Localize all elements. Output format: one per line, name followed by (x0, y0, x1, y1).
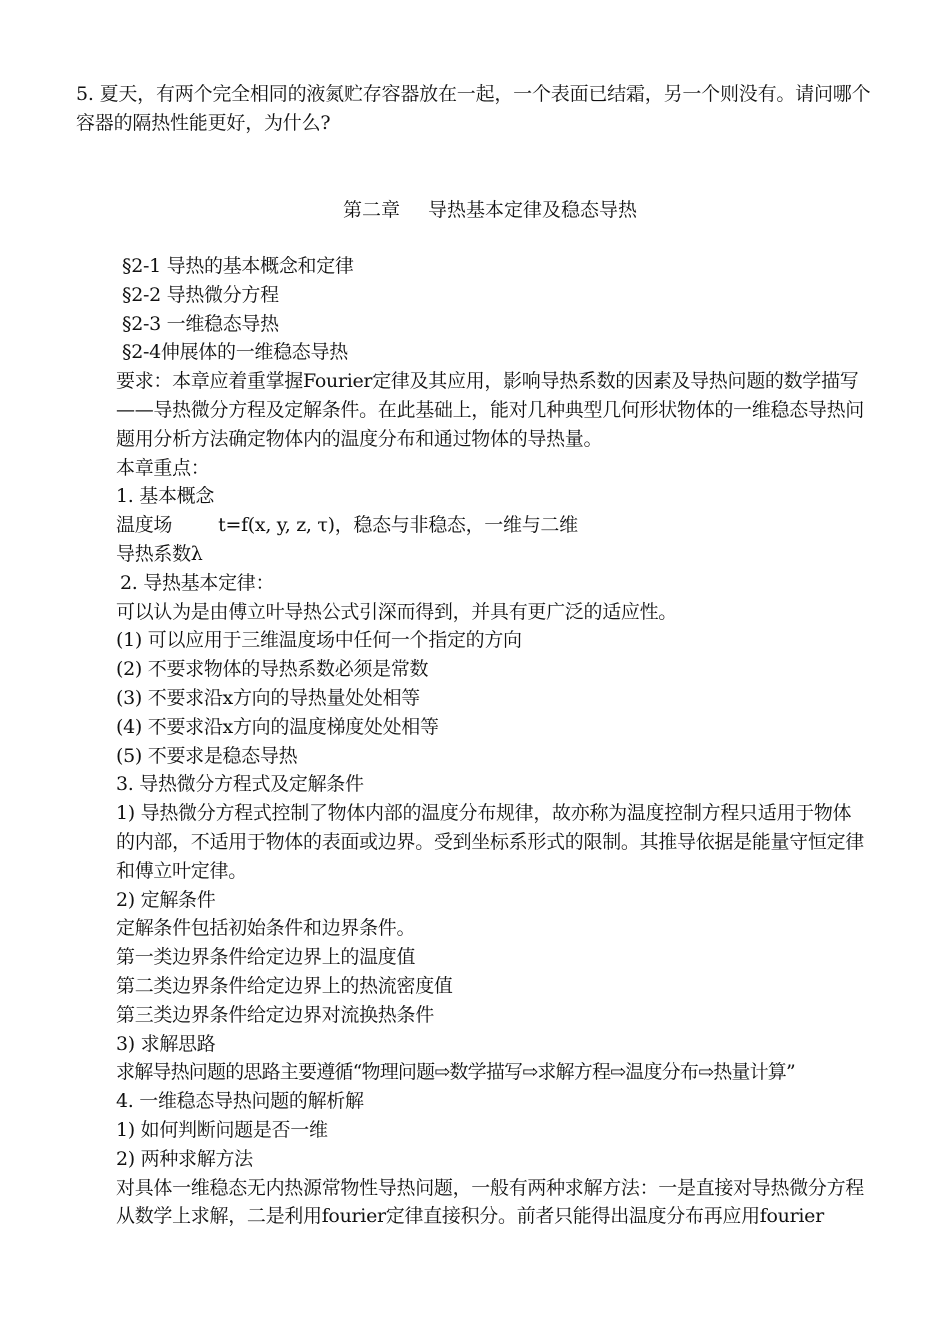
solution-approach-text: 求解导热问题的思路主要遵循“物理问题⇨数学描写⇨求解方程⇨温度分布⇨热量计算” (116, 1061, 795, 1084)
one-dim-item-1: 1) 如何判断问题是否一维 (116, 1118, 328, 1141)
temperature-field-label: 温度场 (116, 514, 173, 537)
question-5: 5. 夏天，有两个完全相同的液氮贮存容器放在一起，一个表面已结霜，另一个则没有。请问哪个容器的隔热性能更好，为什么? (76, 83, 871, 134)
temperature-field-expression: t=f(x, y, z, τ)，稳态与非稳态，一维与二维 (218, 514, 578, 537)
basic-law-item: (5) 不要求是稳态导热 (116, 744, 298, 767)
definite-conditions-heading: 2) 定解条件 (116, 888, 216, 911)
section-item: §2-2 导热微分方程 (122, 283, 279, 306)
chapter-number: 第二章 (342, 199, 400, 221)
basic-law-intro: 可以认为是由傅立叶导热公式引深而得到，并具有更广泛的适应性。 (116, 600, 678, 623)
boundary-condition-2: 第二类边界条件给定边界上的热流密度值 (116, 974, 453, 997)
diff-equation-paragraph: 1) 导热微分方程式控制了物体内部的温度分布规律，故亦称为温度控制方程只适用于物体的内部，不适用于物体的表面或边界。受到坐标系形式的限制。其推导依据是能量守恒定律和傅立叶定律。 (116, 802, 865, 882)
temperature-field-line (116, 511, 866, 540)
chapter-heading (0, 197, 950, 223)
basic-law-item: (3) 不要求沿x方向的导热量处处相等 (116, 686, 420, 709)
chapter-title: 导热基本定律及稳态导热 (428, 199, 638, 221)
basic-law-item: (2) 不要求物体的导热系数必须是常数 (116, 658, 429, 681)
section-item: §2-1 导热的基本概念和定律 (122, 255, 354, 277)
section-item: §2-4伸展体的一维稳态导热 (122, 341, 348, 364)
requirements-paragraph: 要求：本章应着重掌握Fourier定律及其应用，影响导热系数的因素及导热问题的数学描写——导热微分方程及定解条件。在此基础上，能对几种典型几何形状物体的一维稳态导热问题用分析方法确定物体内的温度分布和通过物体的导热量。 (116, 370, 865, 450)
one-dim-paragraph: 对具体一维稳态无内热源常物性导热问题，一般有两种求解方法：一是直接对导热微分方程从数学上求解，二是利用fourier定律直接积分。前者只能得出温度分布再应用fourier (116, 1176, 865, 1228)
basic-law-item: (4) 不要求沿x方向的温度梯度处处相等 (116, 715, 439, 738)
basic-law-item: (1) 可以应用于三维温度场中任何一个指定的方向 (116, 629, 522, 652)
definite-conditions-text: 定解条件包括初始条件和边界条件。 (116, 917, 416, 940)
boundary-condition-1: 第一类边界条件给定边界上的温度值 (116, 946, 416, 969)
section-item: §2-3 一维稳态导热 (122, 312, 279, 335)
conductivity-line: 导热系数λ (116, 542, 203, 565)
key-points-title: 本章重点： (116, 456, 210, 479)
boundary-condition-3: 第三类边界条件给定边界对流换热条件 (116, 1003, 434, 1026)
basic-law-heading: 2. 导热基本定律： (120, 571, 275, 594)
one-dim-item-2: 2) 两种求解方法 (116, 1147, 253, 1170)
basic-concepts-heading: 1. 基本概念 (116, 485, 215, 508)
diff-equation-heading: 3. 导热微分方程式及定解条件 (116, 773, 364, 796)
solution-approach-heading: 3) 求解思路 (116, 1032, 216, 1055)
one-dim-heading: 4. 一维稳态导热问题的解析解 (116, 1090, 364, 1113)
chapter-content (116, 252, 866, 1231)
